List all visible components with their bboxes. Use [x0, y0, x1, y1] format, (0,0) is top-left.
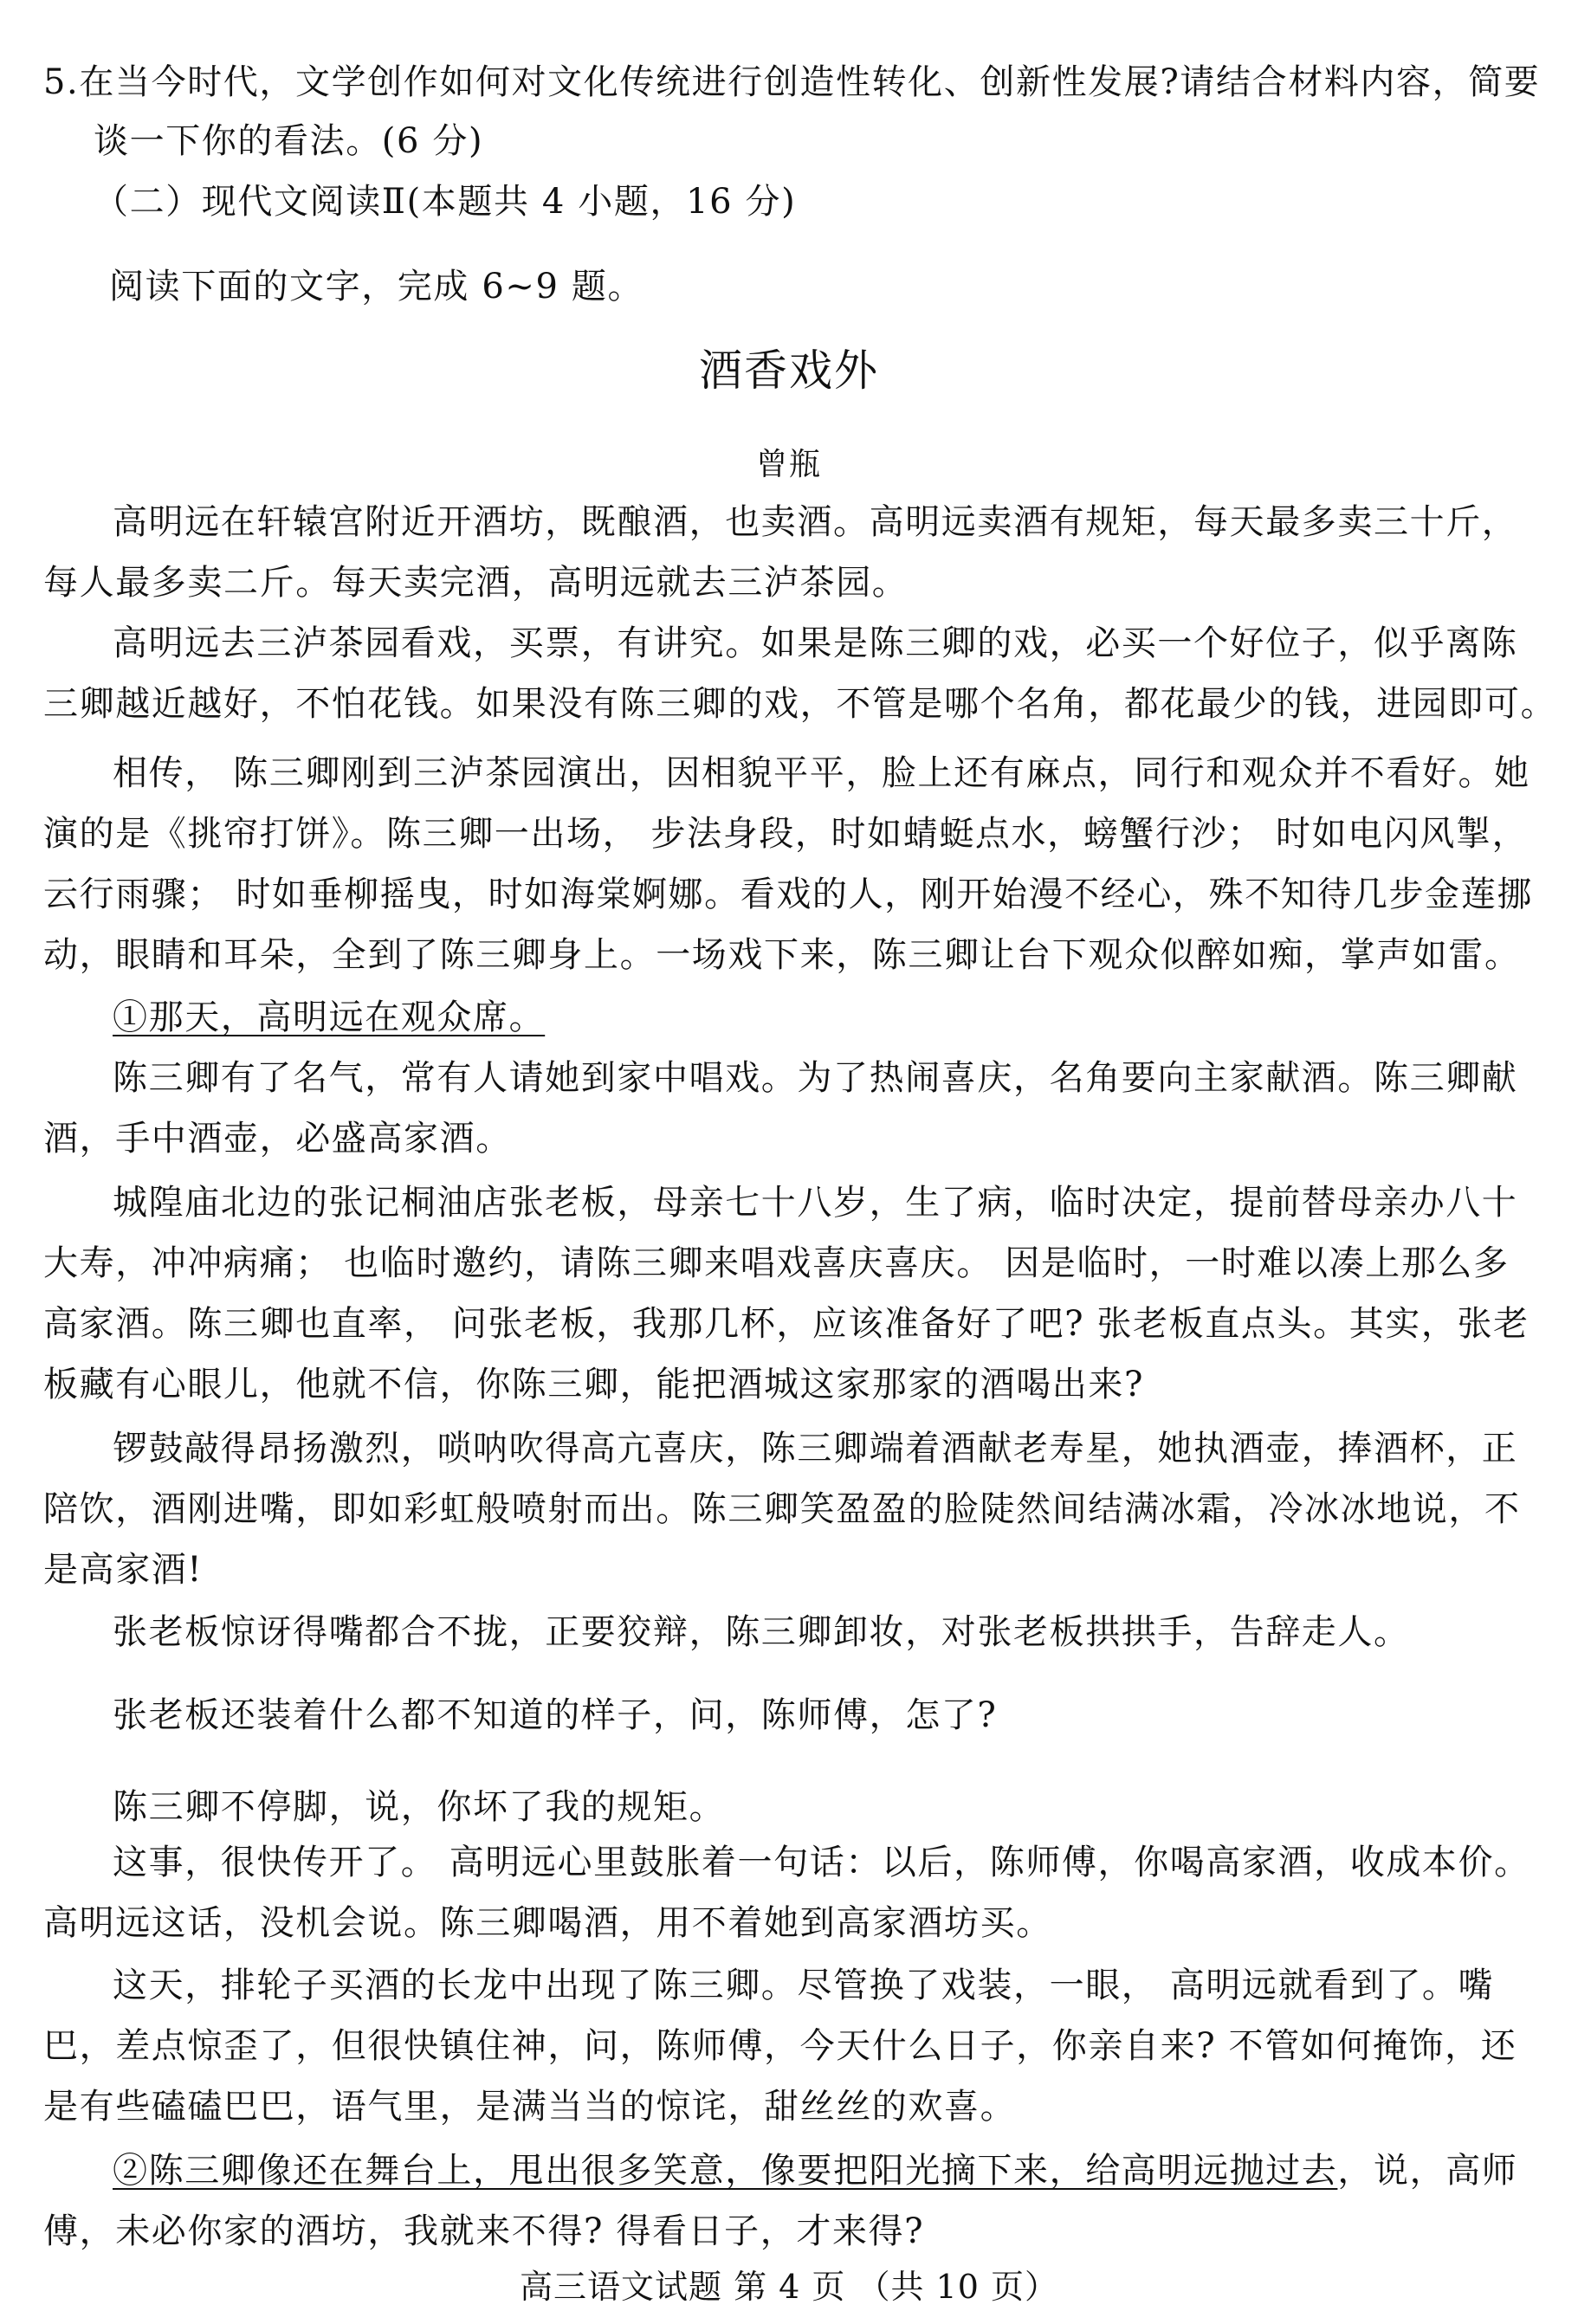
story-line: 城隍庙北边的张记桐油店张老板，母亲七十八岁，生了病，临时决定，提前替母亲办八十 — [113, 1183, 1518, 1223]
story-line: 陈三卿有了名气，常有人请她到家中唱戏。为了热闹喜庆，名角要向主家献酒。陈三卿献 — [113, 1058, 1518, 1098]
reading-instruction: 阅读下面的文字，完成 6~9 题。 — [109, 267, 644, 307]
story-line: 这天，排轮子买酒的长龙中出现了陈三卿。尽管换了戏装，一眼， 高明远就看到了。嘴 — [113, 1966, 1495, 2005]
story-line-underlined-1 — [113, 994, 1578, 1041]
story-title: 酒香戏外 — [699, 345, 879, 396]
story-line: 酒，手中酒壶，必盛高家酒。 — [43, 1119, 512, 1159]
story-line: 这事，很快传开了。 高明远心里鼓胀着一句话：以后，陈师傅，你喝高家酒，收成本价。 — [113, 1843, 1530, 1882]
underlined-sentence-2: ②陈三卿像还在舞台上，甩出很多笑意，像要把阳光摘下来，给高明远抛过去 — [113, 2151, 1338, 2191]
story-line: 锣鼓敲得昂扬激烈，唢呐吹得高亢喜庆，陈三卿端着酒献老寿星，她执酒壶，捧酒杯，正 — [113, 1429, 1518, 1469]
story-line-tail: ，说，高师 — [1337, 2151, 1518, 2191]
story-line: 张老板还装着什么都不知道的样子，问，陈师傅，怎了? — [113, 1695, 998, 1735]
section-header: （二）现代文阅读Ⅱ(本题共 4 小题，16 分) — [94, 182, 797, 222]
story-line: 演的是《挑帘打饼》。陈三卿一出场， 步法身段，时如蜻蜓点水，螃蟹行沙； 时如电闪风掣， — [43, 814, 1529, 854]
story-line: 是有些磕磕巴巴，语气里，是满当当的惊诧，甜丝丝的欢喜。 — [43, 2087, 1017, 2127]
story-line: 陈三卿不停脚，说，你坏了我的规矩。 — [113, 1787, 726, 1827]
story-line: 傅，未必你家的酒坊，我就来不得? 得看日子，才来得? — [43, 2211, 925, 2251]
story-line: 高明远在轩辕宫附近开酒坊，既酿酒，也卖酒。高明远卖酒有规矩，每天最多卖三十斤， — [113, 502, 1518, 542]
question-5-line-1: 5.在当今时代，文学创作如何对文化传统进行创造性转化、创新性发展?请结合材料内容，简要 — [43, 62, 1541, 102]
story-line: 动，眼睛和耳朵，全到了陈三卿身上。一场戏下来，陈三卿让台下观众似醉如痴，掌声如雷。 — [43, 935, 1521, 975]
story-line: 陪饮，酒刚进嘴，即如彩虹般喷射而出。陈三卿笑盈盈的脸陡然间结满冰霜，冷冰冰地说，不 — [43, 1489, 1521, 1529]
story-line: 板藏有心眼儿，他就不信，你陈三卿，能把酒城这家那家的酒喝出来? — [43, 1365, 1145, 1404]
story-line: 高家酒。陈三卿也直率， 问张老板，我那几杯，应该准备好了吧? 张老板直点头。其实，张老 — [43, 1304, 1529, 1344]
story-line-underlined-2 — [113, 2147, 1578, 2194]
story-line: 相传， 陈三卿刚到三泸茶园演出，因相貌平平，脸上还有麻点，同行和观众并不看好。她 — [113, 753, 1530, 793]
story-author: 曾瓶 — [755, 447, 822, 482]
question-5-line-2: 谈一下你的看法。(6 分) — [94, 121, 484, 161]
story-line: 高明远这话，没机会说。陈三卿喝酒，用不着她到高家酒坊买。 — [43, 1903, 1052, 1943]
story-line: 大寿，冲冲病痛； 也临时邀约，请陈三卿来唱戏喜庆喜庆。 因是临时，一时难以凑上那么多 — [43, 1243, 1510, 1283]
story-line: 云行雨骤； 时如垂柳摇曳，时如海棠婀娜。看戏的人，刚开始漫不经心，殊不知待几步金莲挪 — [43, 875, 1533, 914]
story-line: 张老板惊讶得嘴都合不拢，正要狡辩，陈三卿卸妆，对张老板拱拱手，告辞走人。 — [113, 1612, 1410, 1652]
story-line: 高明远去三泸茶园看戏，买票，有讲究。如果是陈三卿的戏，必买一个好位子，似乎离陈 — [113, 623, 1518, 663]
page-footer: 高三语文试题 第 4 页 （共 10 页） — [519, 2268, 1058, 2306]
story-line: 巴，差点惊歪了，但很快镇住神，问，陈师傅，今天什么日子，你亲自来? 不管如何掩饰，还 — [43, 2026, 1517, 2066]
story-line: 每人最多卖二斤。每天卖完酒，高明远就去三泸茶园。 — [43, 563, 909, 603]
story-line: 是高家酒! — [43, 1550, 204, 1590]
story-line: 三卿越近越好，不怕花钱。如果没有陈三卿的戏，不管是哪个名角，都花最少的钱，进园即可。 — [43, 684, 1557, 724]
underlined-sentence-1: ①那天，高明远在观众席。 — [113, 997, 546, 1037]
